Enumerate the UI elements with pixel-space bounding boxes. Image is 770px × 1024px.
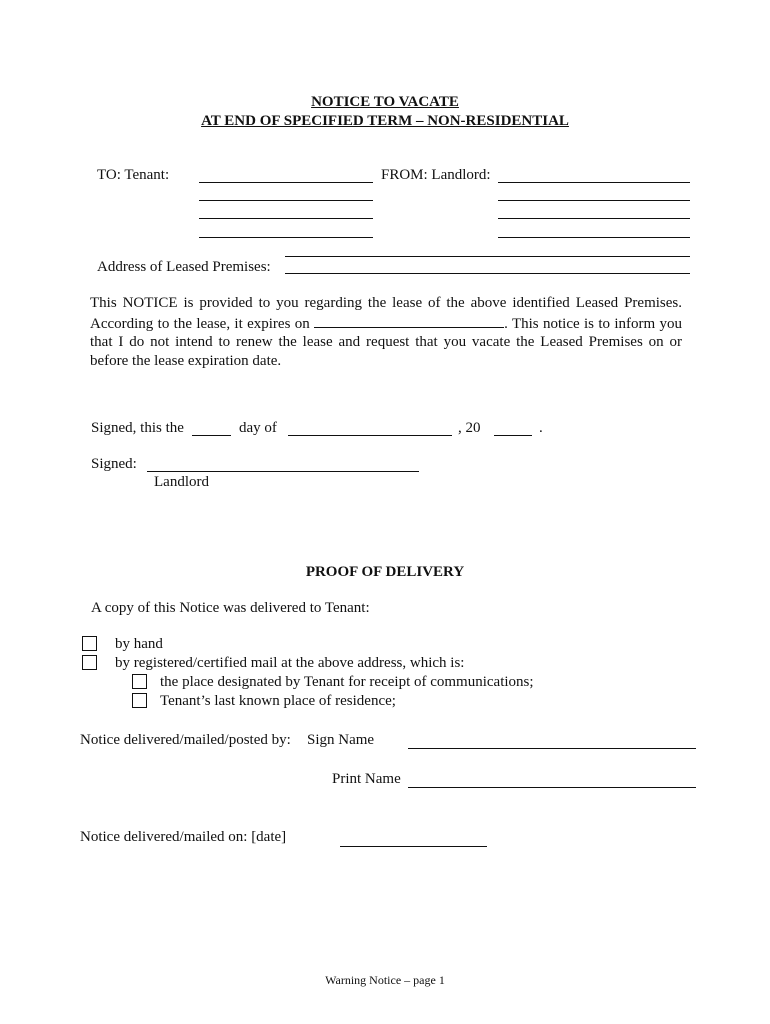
designated-place-checkbox[interactable] [132, 674, 147, 689]
document-title-line2: AT END OF SPECIFIED TERM – NON-RESIDENTIAL [201, 113, 569, 129]
tenant-name-line-1[interactable] [199, 182, 373, 183]
by-hand-checkbox[interactable] [82, 636, 97, 651]
address-line[interactable] [285, 273, 690, 274]
print-name-line[interactable] [408, 787, 696, 788]
sign-name-label: Sign Name [307, 732, 375, 748]
expiration-date-blank[interactable] [314, 313, 504, 328]
by-hand-label: by hand [115, 636, 163, 652]
from-landlord-label: FROM: Landlord: [381, 167, 491, 183]
landlord-signature-line[interactable] [147, 471, 419, 472]
landlord-name-line-4[interactable] [498, 237, 690, 238]
tenant-name-line-2[interactable] [199, 200, 373, 201]
delivered-date-line[interactable] [340, 846, 487, 847]
tenant-name-line-4[interactable] [199, 237, 373, 238]
to-tenant-label: TO: Tenant: [97, 167, 170, 183]
proof-intro: A copy of this Notice was delivered to Tenant: [91, 600, 370, 616]
sign-name-line[interactable] [408, 748, 696, 749]
year-prefix-label: , 20 [458, 420, 481, 436]
by-mail-label: by registered/certified mail at the above address, which is: [115, 655, 465, 671]
address-line-top[interactable] [285, 256, 690, 257]
day-blank[interactable] [192, 435, 231, 436]
year-blank[interactable] [494, 435, 532, 436]
address-label: Address of Leased Premises: [97, 259, 271, 275]
delivered-on-label: Notice delivered/mailed on: [date] [80, 829, 287, 845]
tenant-name-line-3[interactable] [199, 218, 373, 219]
notice-paragraph [90, 294, 682, 370]
signed-date-period: . [539, 420, 543, 436]
proof-of-delivery-heading: PROOF OF DELIVERY [305, 564, 465, 580]
month-blank[interactable] [288, 435, 452, 436]
notice-text-after: . This notice is to inform you that I do not intend to renew the lease and request that you vacate the Leased Premises on or before the lease expiration date. [90, 315, 683, 369]
notice-text-before: This NOTICE is provided to you regarding the lease of the above identified Leased Premises. According to the lease, it expires on [90, 295, 682, 332]
last-known-residence-label: Tenant’s last known place of residence; [160, 693, 396, 709]
signed-this-the-label: Signed, this the [91, 420, 184, 436]
landlord-caption: Landlord [154, 474, 209, 490]
delivered-by-label: Notice delivered/mailed/posted by: [80, 732, 291, 748]
document-title-line1: NOTICE TO VACATE [311, 94, 459, 110]
last-known-residence-checkbox[interactable] [132, 693, 147, 708]
signed-label: Signed: [91, 456, 137, 472]
landlord-name-line-2[interactable] [498, 200, 690, 201]
day-of-label: day of [239, 420, 277, 436]
by-mail-checkbox[interactable] [82, 655, 97, 670]
print-name-label: Print Name [332, 771, 401, 787]
landlord-name-line-3[interactable] [498, 218, 690, 219]
page-footer: Warning Notice – page 1 [325, 973, 445, 987]
landlord-name-line-1[interactable] [498, 182, 690, 183]
designated-place-label: the place designated by Tenant for receipt of communications; [160, 674, 534, 690]
